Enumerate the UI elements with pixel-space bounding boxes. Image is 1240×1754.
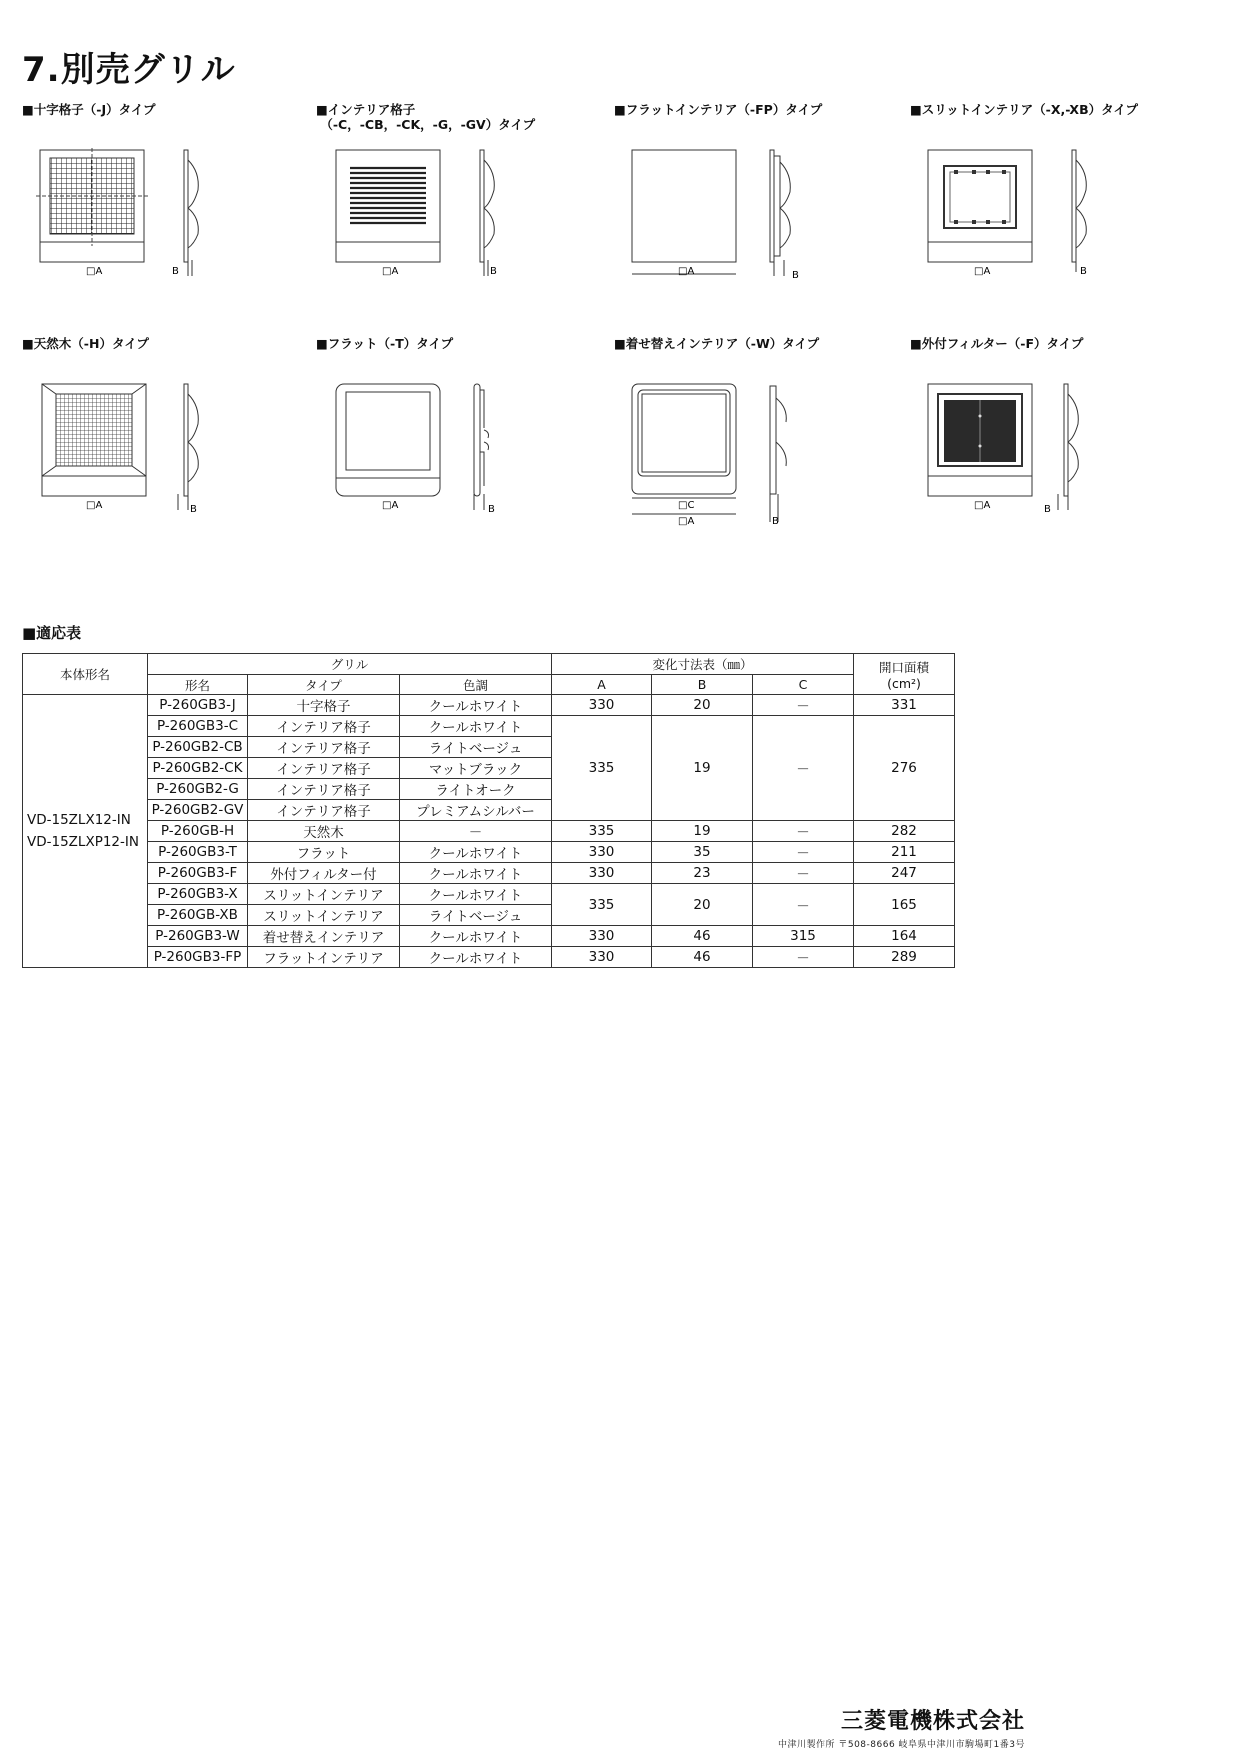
table-row <box>23 926 955 947</box>
cell-type: フラットインテリア <box>248 947 400 968</box>
cell-model: P-260GB-H <box>148 821 248 842</box>
cell-area: 164 <box>854 926 955 947</box>
grille-drawing-filter <box>924 382 1204 542</box>
grille-title-louver: ■インテリア格子 （-C，-CB，-CK，-G，-GV）タイプ <box>316 102 536 132</box>
grille-title-filter: ■外付フィルター（-F）タイプ <box>910 336 1084 351</box>
cell-type: インテリア格子 <box>248 758 400 779</box>
table-row <box>23 842 955 863</box>
dim-label-a: □A <box>974 500 991 511</box>
page-title: 7.別売グリル <box>22 50 236 90</box>
header-a: A <box>552 674 652 695</box>
dim-label-b: B <box>1080 266 1087 277</box>
dim-label-a: □A <box>382 500 399 511</box>
cell-model: P-260GB2-CK <box>148 758 248 779</box>
cell-color: クールホワイト <box>400 947 552 968</box>
cell-b: 46 <box>652 947 753 968</box>
cell-color: ライトベージュ <box>400 905 552 926</box>
cell-c: － <box>753 842 854 863</box>
cell-a: 330 <box>552 926 652 947</box>
header-area-label: 開口面積 <box>878 659 929 675</box>
cell-type: 外付フィルター付 <box>248 863 400 884</box>
table-row <box>23 884 955 905</box>
header-area-unit: (cm²) <box>887 675 921 691</box>
cell-type: 天然木 <box>248 821 400 842</box>
header-color: 色調 <box>400 674 552 695</box>
cell-area: 289 <box>854 947 955 968</box>
grille-drawing-cross <box>36 148 316 308</box>
cell-type: スリットインテリア <box>248 905 400 926</box>
grille-drawing-louver <box>332 148 612 308</box>
cell-a: 330 <box>552 695 652 716</box>
table-row <box>23 863 955 884</box>
cell-model: P-260GB3-X <box>148 884 248 905</box>
dim-label-b: B <box>488 504 495 515</box>
dim-label-a: □A <box>974 266 991 277</box>
cell-a: 335 <box>552 884 652 926</box>
cell-color: クールホワイト <box>400 926 552 947</box>
cell-color: マットブラック <box>400 758 552 779</box>
cell-color: クールホワイト <box>400 716 552 737</box>
dim-label-a: □A <box>86 266 103 277</box>
grille-title-slit: ■スリットインテリア（-X,-XB）タイプ <box>910 102 1138 117</box>
cell-c: － <box>753 947 854 968</box>
cell-model: P-260GB3-C <box>148 716 248 737</box>
dim-label-b: B <box>172 266 179 277</box>
dim-label-a: □A <box>678 516 695 527</box>
cell-b: 23 <box>652 863 753 884</box>
cell-c: － <box>753 863 854 884</box>
cell-model: P-260GB3-T <box>148 842 248 863</box>
table-row <box>23 695 955 716</box>
cell-c: － <box>753 884 854 926</box>
cell-a: 335 <box>552 821 652 842</box>
table-row <box>23 716 955 737</box>
grille-title-changeable: ■着せ替えインテリア（-W）タイプ <box>614 336 820 351</box>
dim-label-b: B <box>190 504 197 515</box>
cell-a: 335 <box>552 716 652 821</box>
grille-drawing-wood <box>36 382 316 542</box>
company-address: 中津川製作所 〒508-8666 岐阜県中津川市駒場町1番3号 <box>777 1740 1025 1750</box>
cell-area: 276 <box>854 716 955 821</box>
cell-type: インテリア格子 <box>248 779 400 800</box>
grille-drawing-changeable <box>628 382 908 542</box>
cell-model: P-260GB3-FP <box>148 947 248 968</box>
cell-color: ライトベージュ <box>400 737 552 758</box>
cell-a: 330 <box>552 863 652 884</box>
header-type: タイプ <box>248 674 400 695</box>
grille-title-flat-interior: ■フラットインテリア（-FP）タイプ <box>614 102 823 117</box>
grille-drawing-slit <box>924 148 1204 308</box>
cell-color: クールホワイト <box>400 695 552 716</box>
cell-c: 315 <box>753 926 854 947</box>
cell-a: 330 <box>552 842 652 863</box>
header-body-model: 本体形名 <box>23 654 148 695</box>
table-section-title: ■適応表 <box>22 624 82 642</box>
cell-type: 十字格子 <box>248 695 400 716</box>
cell-area: 247 <box>854 863 955 884</box>
cell-c: － <box>753 821 854 842</box>
dim-label-a: □A <box>86 500 103 511</box>
body-model-cell <box>23 695 148 968</box>
cell-c: － <box>753 695 854 716</box>
cell-color: プレミアムシルバー <box>400 800 552 821</box>
cell-color: クールホワイト <box>400 863 552 884</box>
cell-color: ライトオーク <box>400 779 552 800</box>
cell-color: クールホワイト <box>400 842 552 863</box>
header-area <box>854 654 955 695</box>
cell-model: P-260GB3-F <box>148 863 248 884</box>
dim-label-a: □A <box>678 266 695 277</box>
grille-title-flat: ■フラット（-T）タイプ <box>316 336 454 351</box>
cell-b: 20 <box>652 884 753 926</box>
footer <box>778 1704 1025 1750</box>
grille-drawing-flat-interior <box>628 148 908 308</box>
cell-color: － <box>400 821 552 842</box>
dim-label-c: □C <box>678 500 695 511</box>
dim-label-b: B <box>490 266 497 277</box>
table-row <box>23 947 955 968</box>
header-c: C <box>753 674 854 695</box>
cell-b: 20 <box>652 695 753 716</box>
cell-type: フラット <box>248 842 400 863</box>
cell-model: P-260GB-XB <box>148 905 248 926</box>
table-row <box>23 821 955 842</box>
dim-label-b: B <box>1044 504 1051 515</box>
cell-type: スリットインテリア <box>248 884 400 905</box>
cell-type: 着せ替えインテリア <box>248 926 400 947</box>
header-b: B <box>652 674 753 695</box>
header-grille: グリル <box>148 654 552 675</box>
cell-area: 165 <box>854 884 955 926</box>
grille-title-wood: ■天然木（-H）タイプ <box>22 336 149 351</box>
cell-model: P-260GB3-J <box>148 695 248 716</box>
cell-model: P-260GB2-G <box>148 779 248 800</box>
cell-b: 46 <box>652 926 753 947</box>
cell-b: 19 <box>652 821 753 842</box>
header-model: 形名 <box>148 674 248 695</box>
body-model: VD-15ZLXP12-IN <box>27 834 139 851</box>
cell-type: インテリア格子 <box>248 737 400 758</box>
cell-type: インテリア格子 <box>248 716 400 737</box>
cell-b: 19 <box>652 716 753 821</box>
body-model: VD-15ZLX12-IN <box>27 812 131 829</box>
cell-model: P-260GB2-GV <box>148 800 248 821</box>
grille-title-cross: ■十字格子（-J）タイプ <box>22 102 156 117</box>
cell-color: クールホワイト <box>400 884 552 905</box>
grille-drawing-flat <box>332 382 612 542</box>
cell-area: 282 <box>854 821 955 842</box>
cell-c: － <box>753 716 854 821</box>
cell-b: 35 <box>652 842 753 863</box>
dim-label-b: B <box>772 516 779 527</box>
cell-area: 211 <box>854 842 955 863</box>
compatibility-table <box>22 653 955 968</box>
dim-label-a: □A <box>382 266 399 277</box>
cell-type: インテリア格子 <box>248 800 400 821</box>
dim-label-b: B <box>792 270 799 281</box>
cell-area: 331 <box>854 695 955 716</box>
header-dims: 変化寸法表（㎜） <box>552 654 854 675</box>
company-name: 三菱電機株式会社 <box>840 1708 1025 1734</box>
cell-a: 330 <box>552 947 652 968</box>
cell-model: P-260GB2-CB <box>148 737 248 758</box>
cell-model: P-260GB3-W <box>148 926 248 947</box>
